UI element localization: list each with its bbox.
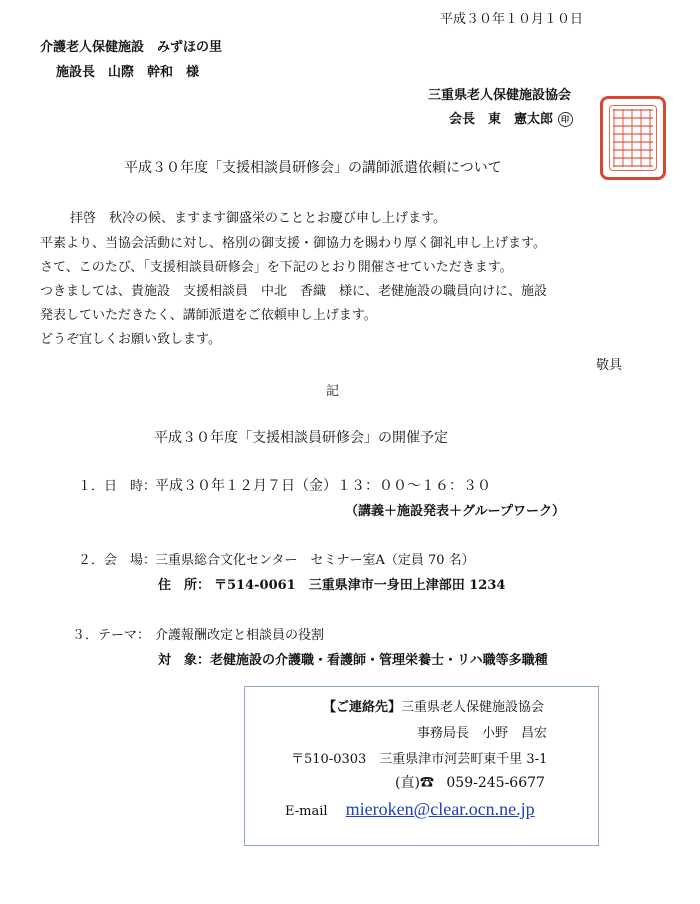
time-value: 平成３０年１２月７日（金）１３：００～１６：３０ [155, 478, 491, 494]
recipient-org: 介護老人保健施設 みずほの里 [40, 40, 223, 55]
contact-email-row [285, 800, 535, 818]
body-line-2: 平素より、当協会活動に対し、格別の御支援・御協力を賜わり厚く御礼申し上げます。 [40, 236, 546, 251]
body-line-3: さて、このたび、「支援相談員研修会」を下記のとおり開催させていただきます。 [40, 260, 513, 275]
contact-phone-row [395, 776, 545, 790]
ki-marker: 記 [326, 384, 340, 399]
body-line-1: 拝啓 秋冷の候、ますます御盛栄のこととお慶び申し上げます。 [70, 211, 446, 226]
email-link[interactable]: mieroken@clear.ocn.ne.jp [345, 799, 535, 819]
email-label: E-mail [285, 804, 328, 819]
event-title: 平成３０年度「支援相談員研修会」の開催予定 [154, 430, 448, 446]
address-value: 〒514-0061 三重県津市一身田上津部田 1234 [214, 578, 506, 593]
closing-keigu: 敬具 [596, 358, 623, 373]
sender-person [449, 112, 573, 127]
contact-heading [323, 701, 544, 714]
seal-pattern [613, 109, 653, 167]
time-note: （講義＋施設発表＋グループワーク） [345, 504, 565, 519]
body-line-6: どうぞ宜しくお願い致します。 [40, 332, 221, 347]
venue-value: 三重県総合文化センター セミナー室A（定員 70 名） [155, 553, 475, 568]
body-line-5: 発表していただきたく、講師派遣をご依頼申し上げます。 [40, 308, 377, 323]
contact-person: 事務局長 小野 昌宏 [417, 726, 548, 741]
organization-seal-stamp [600, 96, 666, 180]
contact-address: 〒510-0303 三重県津市河芸町東千里 3-1 [291, 752, 548, 767]
recipient-person: 施設長 山際 幹和 様 [56, 65, 200, 80]
time-label: １．日 時： [78, 479, 157, 494]
contact-phone-prefix: (直) [395, 775, 420, 791]
body-line-4: つきましては、貴施設 支援相談員 中北 香織 様に、老健施設の職員向けに、施設 [40, 284, 548, 299]
sender-person-name: 会長 東 憲太郎 [449, 112, 554, 127]
target-label: 対 象： [158, 653, 211, 668]
sender-org: 三重県老人保健施設協会 [428, 88, 572, 103]
contact-label: 【ご連絡先】 [323, 700, 402, 715]
target-value: 老健施設の介護職・看護師・管理栄養士・リハ職等多職種 [210, 653, 548, 668]
letter-date: 平成３０年１０月１０日 [440, 12, 584, 27]
contact-box [244, 686, 599, 846]
letter-subject: 平成３０年度「支援相談員研修会」の講師派遣依頼について [124, 160, 502, 176]
theme-label: ３．テーマ： [72, 628, 151, 643]
contact-phone-number: 059-245-6677 [446, 775, 545, 791]
phone-icon: ☎ [419, 775, 434, 791]
contact-org: 三重県老人保健施設協会 [401, 700, 545, 715]
venue-label: ２．会 場： [78, 553, 157, 568]
seal-mark-icon: 印 [558, 112, 573, 127]
address-label: 住 所： [158, 578, 211, 593]
theme-value: 介護報酬改定と相談員の役割 [155, 628, 325, 643]
